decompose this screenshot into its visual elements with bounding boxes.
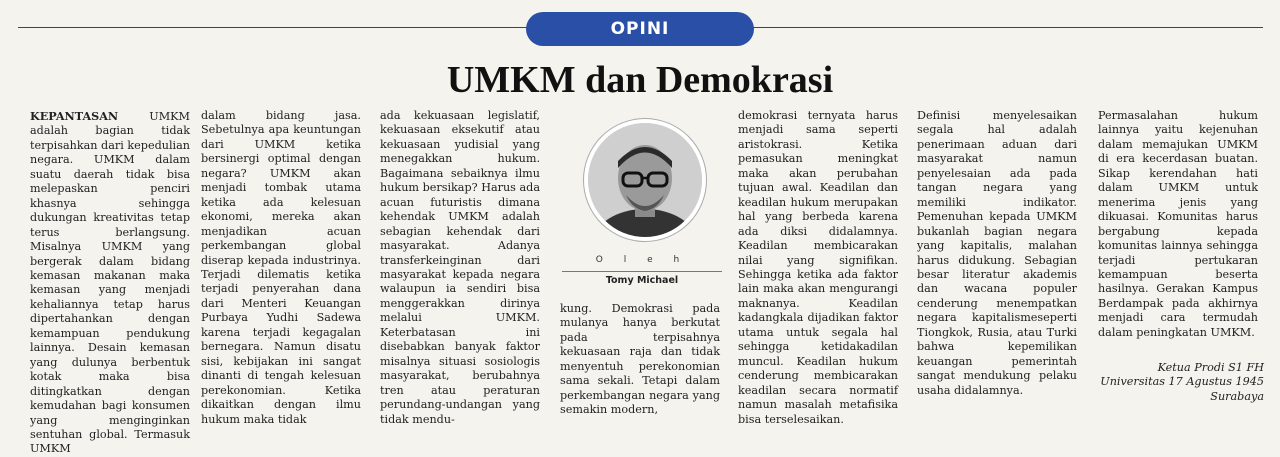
article-column-7 [1098, 109, 1258, 340]
signature-line-1: Ketua Prodi S1 FH [1157, 361, 1264, 374]
author-photo [584, 119, 706, 241]
column-6-text: Definisi menyelesaikan segala hal adalah penerimaan aduan dari masyarakat namun penyelesaian ada pada tangan negara yang memiliki indikator. Pemenuhan kepada UMKM bukanlah bagian negara yang kapitalis, malahan harus didukung. Sebagian besar literatur akademis dan wacana populer cenderung menempatkan negara kapitalismeseperti Tiongkok, Rusia, atau Turki bahwa kepemilikan keuangan pemerintah sangat mendukung pelaku usaha didalamnya. [917, 109, 1077, 397]
article-column-1 [30, 109, 190, 457]
author-signature [1096, 361, 1264, 404]
lead-word: KEPANTASAN [30, 109, 119, 123]
column-1-text: UMKM adalah bagian tidak terpisahkan dari kepedulian negara. UMKM dalam suatu daerah tidak bisa melepaskan penciri khasnya sehingga dukungan kreativitas tetap terus berlangsung. Misalnya UMKM yang bergerak dalam bidang kemasan makanan maka kemasan yang menjadi kehaliannya tetap harus dipertahankan dengan kemampuan pendukung lainnya. Desain kemasan yang dulunya berbentuk kotak maka bisa ditingkatkan dengan kemudahan bagi konsumen yang menginginkan sentuhan global. Termasuk UMKM [30, 110, 190, 456]
byline-label: O l e h [595, 255, 689, 265]
author-box [562, 119, 722, 299]
article-column-6 [917, 109, 1077, 398]
article-column-2 [201, 109, 361, 427]
column-5-text: demokrasi ternyata harus menjadi sama seperti aristokrasi. Ketika pemasukan meningkat maka akan perubahan tujuan awal. Keadilan dan keadilan hukum merupakan hal yang berbeda karena ada diksi didalamnya. Keadilan membicarakan nilai yang signifikan. Sehingga ketika ada faktor lain maka akan mengurangi maknanya. Keadilan kadangkala dijadikan faktor utama untuk segala hal sehingga ketidakadilan muncul. Keadilan hukum cenderung membicarakan keadilan secara normatif namun masalah metafisika bisa terselesaikan. [738, 109, 898, 426]
article-column-3 [380, 109, 540, 427]
signature-line-2: Universitas 17 Agustus 1945 [1100, 375, 1264, 389]
section-badge: OPINI [526, 12, 754, 46]
column-2-text: dalam bidang jasa. Sebetulnya apa keuntungan dari UMKM ketika bersinergi optimal dengan negara? UMKM akan menjadi tombak utama ketika ada kelesuan ekonomi, mereka akan menjadikan acuan perkembangan global diserap kepada industrinya. Terjadi dilematis ketika terjadi penyerahan dana dari Menteri Keuangan Purbaya Yudhi Sadewa karena terjadi kegagalan bernegara. Namun disatu sisi, kebijakan ini sangat dinanti di tengah kelesuan perekonomian. Ketika dikaitkan dengan ilmu hukum maka tidak [201, 109, 361, 426]
signature-line-3: Surabaya [1210, 389, 1264, 403]
column-3-text: ada kekuasaan legislatif, kekuasaan eksekutif atau kekuasaan yudisial yang menegakkan hukum. Bagaimana sebaiknya ilmu hukum bersikap? Harus ada acuan futuristis dimana kehendak UMKM adalah sebagian kehendak dari masyarakat. Adanya transferkeinginan dari masyarakat kepada negara walaupun ia sendiri bisa menggerakkan dirinya melalui UMKM. Keterbatasan ini disebabkan banyak faktor misalnya situasi sosiologis masyarakat, berubahnya tren atau peraturan perundang-undangan yang tidak mendu- [380, 109, 540, 426]
column-4-text: kung. Demokrasi pada mulanya hanya berkutat pada terpisahnya kekuasaan raja dan tidak menyentuh perekonomian sama sekali. Tetapi dalam perkembangan negara yang semakin modern, [560, 302, 720, 417]
article-column-4 [560, 302, 720, 418]
byline-rule [562, 271, 722, 272]
author-name: Tomy Michael [605, 275, 679, 286]
column-7-text: Permasalahan hukum lainnya yaitu kejenuhan dalam memajukan UMKM di era kecerdasan buatan. Sikap kerendahan hati dalam UMKM untuk menerima jenis yang dikuasai. Komunitas harus bergabung kepada komunitas lainnya sehingga terjadi pertukaran kemampuan beserta hasilnya. Gerakan Kampus Berdampak pada akhirnya menjadi cara termudah dalam peningkatan UMKM. [1098, 109, 1258, 339]
headline: UMKM dan Demokrasi [446, 59, 834, 101]
article-column-5 [738, 109, 898, 427]
